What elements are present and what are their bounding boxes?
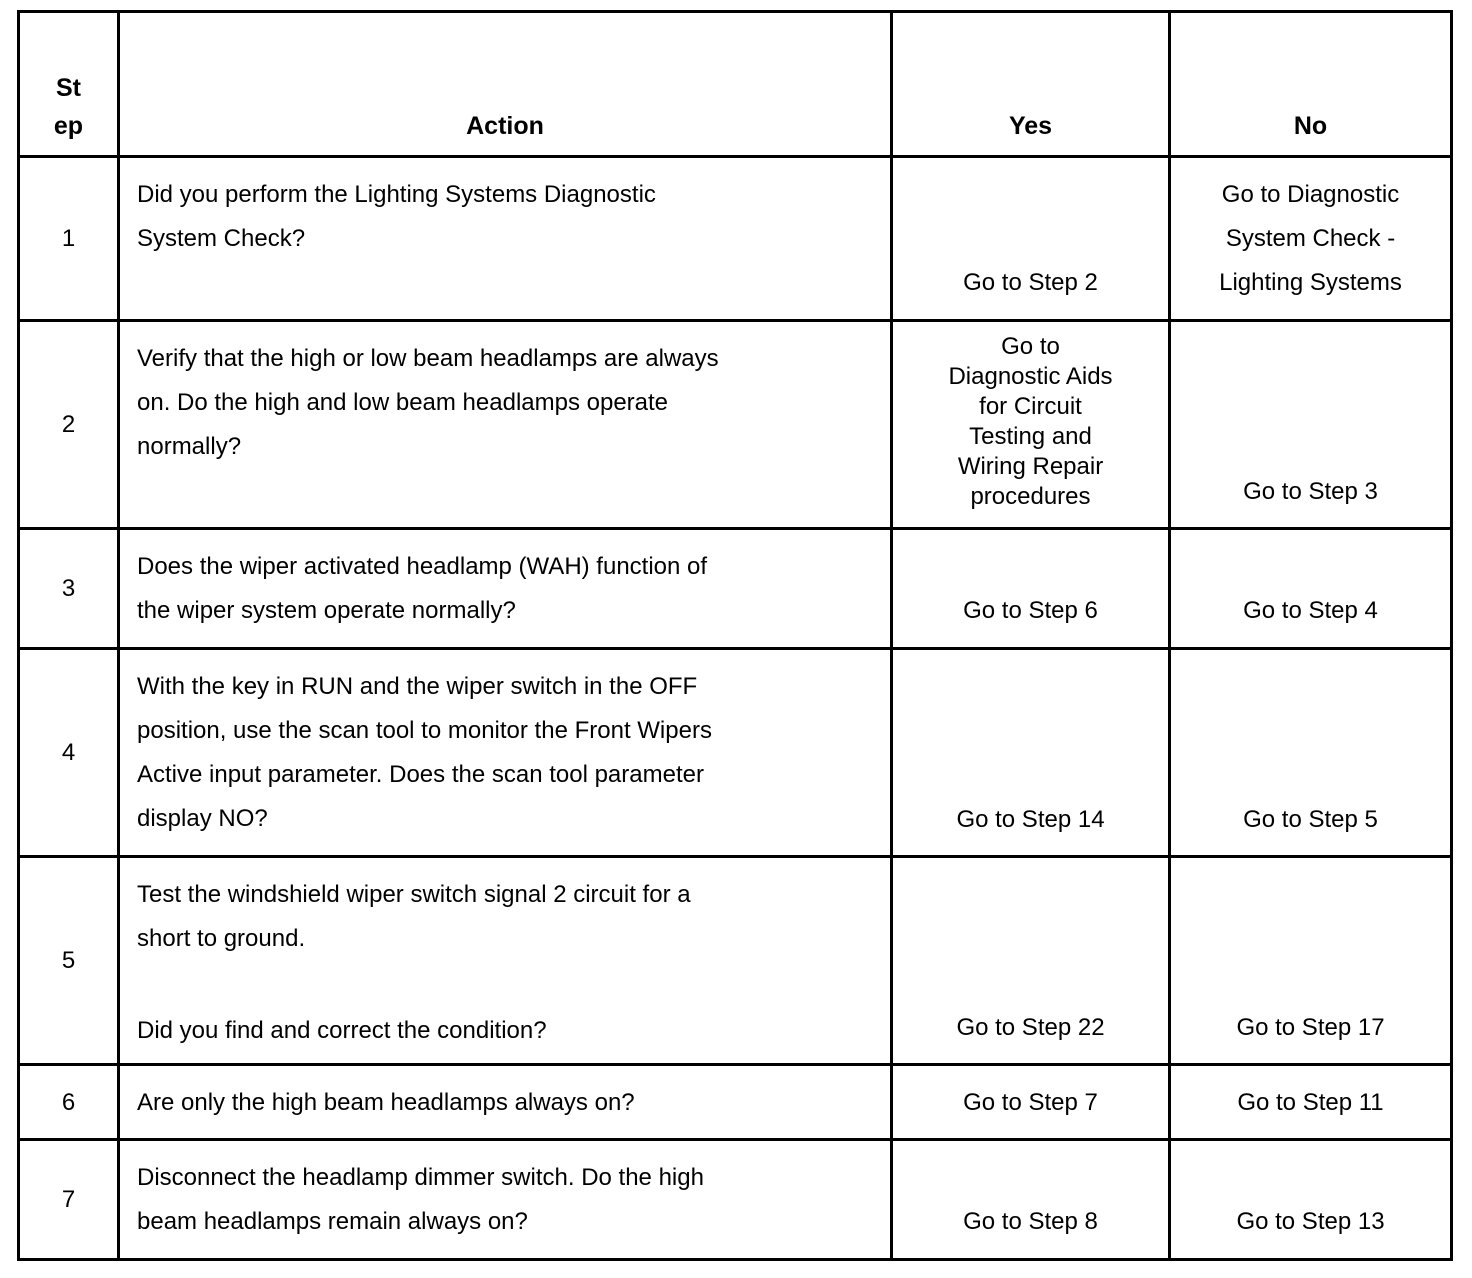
table-row bbox=[17, 858, 1453, 1066]
no-link: Go to Step 3 bbox=[1243, 478, 1378, 505]
yes-link: Go to Step 8 bbox=[963, 1208, 1098, 1235]
yes-link: Go to Step 6 bbox=[963, 597, 1098, 624]
no-cell bbox=[1171, 158, 1450, 319]
header-yes-cell bbox=[893, 13, 1171, 155]
no-cell bbox=[1171, 858, 1450, 1063]
yes-link: Go to Step 14 bbox=[956, 806, 1105, 833]
action-text: Are only the high beam headlamps always on? bbox=[137, 1089, 635, 1116]
yes-cell bbox=[893, 530, 1171, 647]
step-number: 2 bbox=[61, 411, 76, 438]
yes-cell bbox=[893, 322, 1171, 527]
action-text: Verify that the high or low beam headlamps are always on. Do the high and low beam headlamps operate normally? bbox=[137, 345, 719, 460]
header-action: Action bbox=[466, 112, 544, 140]
table-header-row bbox=[17, 10, 1453, 158]
action-text: Disconnect the headlamp dimmer switch. Do the high beam headlamps remain always on? bbox=[137, 1164, 704, 1235]
step-number: 5 bbox=[61, 947, 76, 974]
table-row bbox=[17, 1141, 1453, 1261]
yes-cell bbox=[893, 158, 1171, 319]
action-cell bbox=[120, 530, 893, 647]
yes-link: Go to Step 2 bbox=[963, 269, 1098, 296]
yes-link: Go to Step 22 bbox=[956, 1014, 1105, 1041]
table-row bbox=[17, 322, 1453, 530]
action-cell bbox=[120, 322, 893, 527]
diagnostic-table bbox=[17, 10, 1453, 1261]
step-number: 4 bbox=[61, 739, 76, 766]
yes-cell bbox=[893, 1066, 1171, 1138]
yes-cell bbox=[893, 1141, 1171, 1258]
no-link: Go to Step 4 bbox=[1243, 597, 1378, 624]
step-cell bbox=[20, 322, 120, 527]
action-cell bbox=[120, 1066, 893, 1138]
no-cell bbox=[1171, 1066, 1450, 1138]
no-cell bbox=[1171, 650, 1450, 855]
table-row bbox=[17, 1066, 1453, 1141]
step-cell bbox=[20, 650, 120, 855]
step-number: 6 bbox=[61, 1089, 76, 1116]
step-cell bbox=[20, 530, 120, 647]
no-cell bbox=[1171, 530, 1450, 647]
no-link: Go to Step 17 bbox=[1236, 1014, 1385, 1041]
action-question: Did you find and correct the condition? bbox=[137, 1017, 547, 1044]
table-row bbox=[17, 158, 1453, 322]
action-text: Test the windshield wiper switch signal 2 circuit for a short to ground. bbox=[137, 881, 691, 952]
table-row bbox=[17, 530, 1453, 650]
step-cell bbox=[20, 158, 120, 319]
yes-link: Go to Diagnostic Aids for Circuit Testing and Wiring Repair procedures bbox=[948, 333, 1113, 510]
header-no-cell bbox=[1171, 13, 1450, 155]
no-link: Go to Step 13 bbox=[1236, 1208, 1385, 1235]
action-text: Did you perform the Lighting Systems Diagnostic System Check? bbox=[137, 181, 656, 252]
step-cell bbox=[20, 1141, 120, 1258]
step-number: 1 bbox=[61, 225, 76, 252]
header-yes: Yes bbox=[1008, 112, 1053, 140]
action-cell bbox=[120, 158, 893, 319]
no-link: Go to Step 5 bbox=[1243, 806, 1378, 833]
no-link: Go to Diagnostic System Check - Lighting Systems bbox=[1219, 181, 1402, 296]
action-cell bbox=[120, 858, 893, 1063]
table-row bbox=[17, 650, 1453, 858]
step-number: 7 bbox=[61, 1186, 76, 1213]
no-link: Go to Step 11 bbox=[1237, 1089, 1384, 1116]
header-step: St ep bbox=[53, 74, 84, 140]
action-text: With the key in RUN and the wiper switch in the OFF position, use the scan tool to monitor the Front Wipers Active input parameter. Does the scan tool parameter display NO? bbox=[137, 673, 712, 832]
step-number: 3 bbox=[61, 575, 76, 602]
header-no: No bbox=[1293, 112, 1328, 140]
no-cell bbox=[1171, 1141, 1450, 1258]
header-action-cell bbox=[120, 13, 893, 155]
no-cell bbox=[1171, 322, 1450, 527]
action-cell bbox=[120, 1141, 893, 1258]
yes-cell bbox=[893, 858, 1171, 1063]
yes-link: Go to Step 7 bbox=[963, 1089, 1098, 1116]
step-cell bbox=[20, 858, 120, 1063]
header-step-cell bbox=[20, 13, 120, 155]
step-cell bbox=[20, 1066, 120, 1138]
yes-cell bbox=[893, 650, 1171, 855]
action-cell bbox=[120, 650, 893, 855]
action-text: Does the wiper activated headlamp (WAH) function of the wiper system operate normally? bbox=[137, 553, 708, 624]
